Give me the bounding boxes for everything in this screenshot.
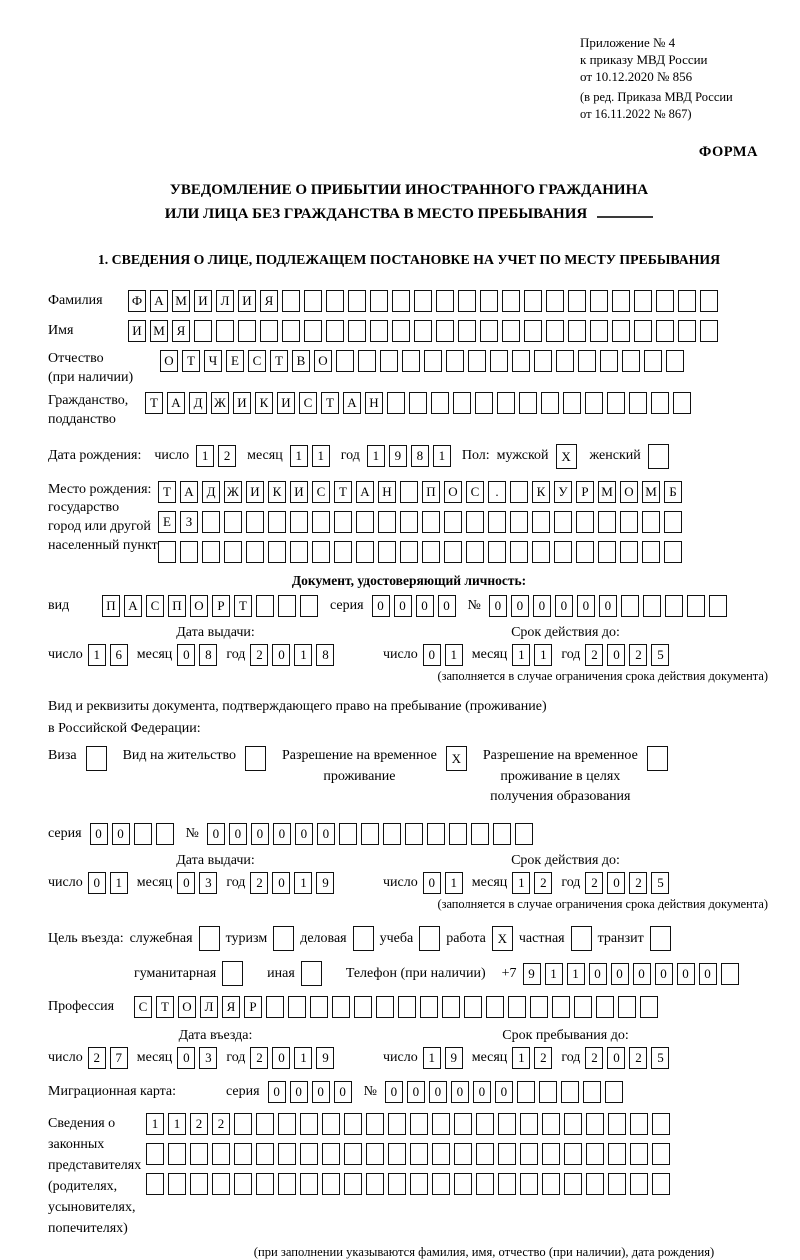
gender-female-checkbox[interactable] — [648, 444, 669, 469]
birth-year-cells[interactable]: 1 9 8 1 — [367, 445, 455, 467]
phone-cells[interactable]: 9 1 1 0 0 0 0 0 0 — [523, 963, 743, 985]
temp-permit-edu-label-line: получения образования — [490, 788, 631, 804]
visa-label: Виза — [48, 748, 77, 764]
temp-permit-edu-checkbox[interactable] — [647, 746, 668, 771]
doc-valid-year[interactable]: 2 0 2 5 — [585, 644, 673, 666]
doc-number-label: № — [467, 597, 481, 613]
appendix-line: к приказу МВД России — [580, 52, 708, 68]
purpose-humanitarian-checkbox[interactable] — [222, 961, 243, 986]
purpose-humanitarian-label: гуманитарная — [134, 965, 217, 981]
year-label: год — [340, 448, 360, 464]
purpose-work-checkbox[interactable]: X — [492, 926, 513, 951]
citizenship-label: Гражданство, — [48, 392, 129, 408]
resident-validity-note: (заполняется в случае ограничения срока действия документа) — [437, 897, 768, 912]
profession-label: Профессия — [48, 999, 115, 1015]
birthplace-row2-cells[interactable]: Е З — [158, 511, 686, 533]
purpose-official-checkbox[interactable] — [199, 926, 220, 951]
purpose-business-label: деловая — [300, 930, 347, 946]
day-label: число — [48, 646, 83, 662]
migration-card-label: Миграционная карта: — [48, 1084, 177, 1100]
entry-day[interactable]: 2 7 — [88, 1047, 132, 1069]
form-title-line1: УВЕДОМЛЕНИЕ О ПРИБЫТИИ ИНОСТРАННОГО ГРАЖДАНИНА — [169, 182, 649, 199]
doc-valid-day[interactable]: 0 1 — [423, 644, 467, 666]
purpose-work-label: работа — [446, 930, 486, 946]
birthplace-sub2: город или другой — [48, 519, 151, 535]
birth-day-cells[interactable]: 1 2 — [196, 445, 240, 467]
representatives-row2-cells[interactable] — [146, 1143, 674, 1165]
identity-doc-heading: Документ, удостоверяющий личность: — [291, 572, 527, 588]
form-label: ФОРМА — [698, 144, 758, 161]
doc-issue-caption: Дата выдачи: — [176, 624, 255, 640]
purpose-label: Цель въезда: — [48, 930, 124, 946]
phone-prefix: +7 — [501, 965, 517, 981]
stay-until-caption: Срок пребывания до: — [502, 1028, 629, 1044]
day-label: число — [383, 875, 418, 891]
day-label: число — [154, 448, 190, 464]
resident-doc-intro1: Вид и реквизиты документа, подтверждающего право на пребывание (проживание) — [48, 698, 547, 714]
birthplace-row1-cells[interactable]: Т А Д Ж И К И С Т А Н П О С . К У Р М О М Б — [158, 481, 686, 503]
resident-valid-month[interactable]: 1 2 — [512, 872, 556, 894]
representatives-label-line: (родителях, — [48, 1179, 118, 1195]
representatives-row1-cells[interactable]: 1 1 2 2 — [146, 1113, 674, 1135]
representatives-label-line: усыновителях, — [48, 1200, 136, 1216]
doc-series-label: серия — [330, 597, 364, 613]
resident-series-label: серия — [48, 826, 82, 842]
amendment-line: (в ред. Приказа МВД России — [580, 90, 733, 105]
resident-doc-intro2: в Российской Федерации: — [48, 720, 201, 736]
patronymic-sublabel: (при наличии) — [48, 369, 134, 385]
appendix-line: от 10.12.2020 № 856 — [580, 69, 693, 85]
month-label: месяц — [136, 646, 173, 662]
phone-label: Телефон (при наличии) — [345, 965, 486, 981]
entry-month[interactable]: 0 3 — [177, 1047, 221, 1069]
year-label: год — [561, 875, 581, 891]
representatives-label-line: попечителях) — [48, 1221, 128, 1237]
birthplace-label: Место рождения: — [48, 481, 152, 497]
month-label: месяц — [136, 1050, 173, 1066]
profession-cells[interactable]: С Т О Л Я Р — [134, 996, 662, 1018]
birthplace-row3-cells[interactable] — [158, 541, 686, 563]
month-label: месяц — [247, 448, 283, 464]
gender-male-label: мужской — [496, 448, 549, 464]
patronymic-label: Отчество — [48, 350, 104, 366]
month-label: месяц — [471, 1050, 508, 1066]
migration-series-cells[interactable]: 0 0 0 0 — [268, 1081, 356, 1103]
doc-issue-day[interactable]: 1 6 — [88, 644, 132, 666]
section1-heading: 1. СВЕДЕНИЯ О ЛИЦЕ, ПОДЛЕЖАЩЕМ ПОСТАНОВКЕ НА УЧЕТ ПО МЕСТУ ПРЕБЫВАНИЯ — [97, 251, 721, 267]
doc-issue-year[interactable]: 2 0 1 8 — [250, 644, 338, 666]
gender-label: Пол: — [461, 448, 490, 464]
purpose-private-checkbox[interactable] — [571, 926, 592, 951]
year-label: год — [226, 1050, 246, 1066]
appendix-header — [48, 34, 770, 122]
temp-permit-checkbox[interactable]: X — [446, 746, 467, 771]
stay-until-month[interactable]: 1 2 — [512, 1047, 556, 1069]
form-title — [48, 179, 770, 226]
purpose-business-checkbox[interactable] — [353, 926, 374, 951]
visa-checkbox[interactable] — [86, 746, 107, 771]
doc-kind-cells[interactable]: П А С П О Р Т — [102, 595, 322, 617]
purpose-tourism-label: туризм — [225, 930, 268, 946]
citizenship-cells[interactable]: Т А Д Ж И К И С Т А Н — [145, 392, 695, 414]
temp-permit-label-line: Разрешение на временное — [281, 748, 437, 764]
day-label: число — [48, 875, 83, 891]
doc-kind-label: вид — [48, 597, 70, 613]
residence-permit-checkbox[interactable] — [245, 746, 266, 771]
temp-permit-edu-label-line: проживание в целях — [500, 768, 621, 784]
month-label: месяц — [136, 875, 173, 891]
resident-issue-month[interactable]: 0 3 — [177, 872, 221, 894]
stay-until-year[interactable]: 2 0 2 5 — [585, 1047, 673, 1069]
entry-year[interactable]: 2 0 1 9 — [250, 1047, 338, 1069]
resident-number-label: № — [185, 826, 199, 842]
citizenship-sublabel: подданство — [48, 411, 116, 427]
resident-series-cells[interactable]: 0 0 — [90, 823, 178, 845]
resident-number-cells[interactable]: 0 0 0 0 0 0 — [207, 823, 537, 845]
migration-series-label: серия — [226, 1084, 260, 1100]
gender-male-checkbox[interactable]: X — [556, 444, 577, 469]
day-label: число — [383, 646, 418, 662]
resident-issue-caption: Дата выдачи: — [176, 853, 255, 869]
representatives-label-line: законных — [48, 1137, 105, 1153]
migration-number-label: № — [363, 1084, 377, 1100]
representatives-note: (при заполнении указываются фамилия, имя, отчество (при наличии), дата рождения) — [253, 1245, 715, 1260]
resident-valid-year[interactable]: 2 0 2 5 — [585, 872, 673, 894]
residence-permit-label: Вид на жительство — [122, 748, 236, 764]
gender-female-label: женский — [589, 448, 641, 464]
month-label: месяц — [471, 646, 508, 662]
stay-until-day[interactable]: 1 9 — [423, 1047, 467, 1069]
year-label: год — [561, 1050, 581, 1066]
year-label: год — [226, 646, 246, 662]
surname-cells[interactable]: Ф А М И Л И Я — [128, 290, 722, 312]
form-title-line2: ИЛИ ЛИЦА БЕЗ ГРАЖДАНСТВА В МЕСТО ПРЕБЫВАНИЯ — [164, 205, 588, 222]
name-label: Имя — [48, 322, 74, 338]
birthdate-label: Дата рождения: — [48, 448, 142, 464]
representatives-label-line: Сведения о — [48, 1116, 116, 1132]
resident-issue-day[interactable]: 0 1 — [88, 872, 132, 894]
purpose-private-label: частная — [518, 930, 565, 946]
doc-issue-month[interactable]: 0 8 — [177, 644, 221, 666]
purpose-study-label: учеба — [379, 930, 414, 946]
purpose-other-label: иная — [267, 965, 295, 981]
birth-month-cells[interactable]: 1 1 — [290, 445, 334, 467]
purpose-official-label: служебная — [129, 930, 193, 946]
doc-validity-note: (заполняется в случае ограничения срока действия документа) — [437, 668, 768, 683]
doc-valid-caption: Срок действия до: — [511, 624, 620, 640]
amendment-line: от 16.11.2022 № 867) — [580, 106, 692, 121]
entry-date-caption: Дата въезда: — [178, 1028, 253, 1044]
representatives-row3-cells[interactable] — [146, 1173, 674, 1195]
resident-valid-day[interactable]: 0 1 — [423, 872, 467, 894]
name-cells[interactable]: И М Я — [128, 320, 722, 342]
doc-number-cells[interactable]: 0 0 0 0 0 0 — [489, 595, 731, 617]
doc-valid-month[interactable]: 1 1 — [512, 644, 556, 666]
year-label: год — [226, 875, 246, 891]
purpose-tourism-checkbox[interactable] — [273, 926, 294, 951]
purpose-study-checkbox[interactable] — [419, 926, 440, 951]
day-label: число — [383, 1050, 418, 1066]
migration-number-cells[interactable]: 0 0 0 0 0 0 — [385, 1081, 627, 1103]
appendix-line: Приложение № 4 — [580, 35, 676, 50]
purpose-transit-label: транзит — [597, 930, 644, 946]
temp-permit-label-line: проживание — [323, 768, 396, 784]
day-label: число — [48, 1050, 83, 1066]
year-label: год — [561, 646, 581, 662]
surname-label: Фамилия — [48, 292, 103, 308]
representatives-label-line: представителях — [48, 1158, 142, 1174]
resident-valid-caption: Срок действия до: — [511, 853, 620, 869]
purpose-other-checkbox[interactable] — [301, 961, 322, 986]
birthplace-sub3: населенный пункт — [48, 538, 158, 554]
doc-series-cells[interactable]: 0 0 0 0 — [372, 595, 460, 617]
resident-issue-year[interactable]: 2 0 1 9 — [250, 872, 338, 894]
purpose-transit-checkbox[interactable] — [650, 926, 671, 951]
patronymic-cells[interactable]: О Т Ч Е С Т В О — [160, 350, 688, 372]
birthplace-sub1: государство — [48, 500, 120, 516]
temp-permit-edu-label-line: Разрешение на временное — [482, 748, 638, 764]
title-blank-line[interactable] — [597, 204, 653, 218]
month-label: месяц — [471, 875, 508, 891]
